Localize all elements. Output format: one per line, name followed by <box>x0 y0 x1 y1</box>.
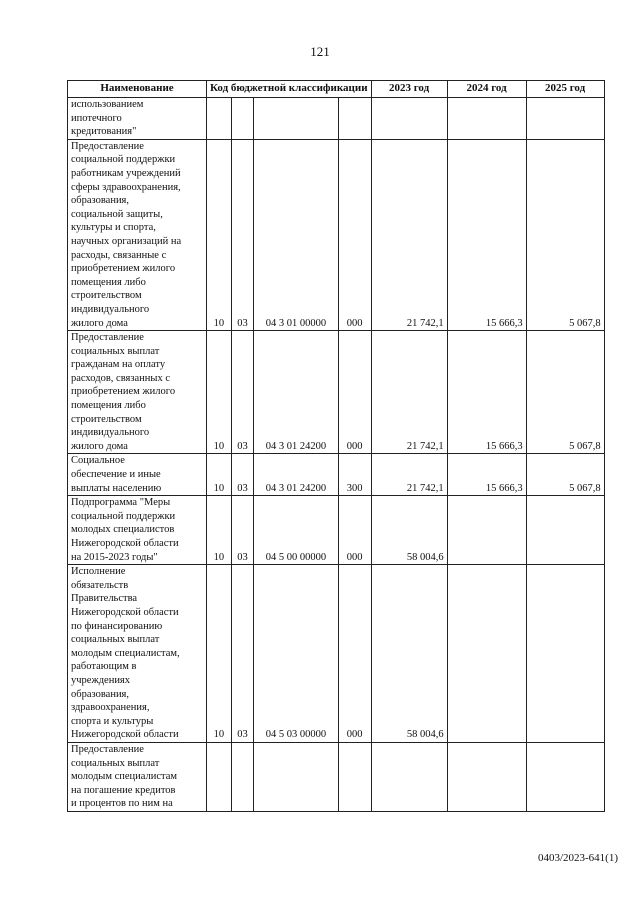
row-section: 10 <box>207 331 232 454</box>
header-2025: 2025 год <box>526 81 604 98</box>
row-subsection <box>231 98 254 140</box>
row-section: 10 <box>207 496 232 565</box>
page-number: 121 <box>310 44 330 59</box>
row-value-2025: 5 067,8 <box>526 331 604 454</box>
row-target-article: 04 3 01 24200 <box>254 454 338 496</box>
row-value-2023 <box>371 742 447 811</box>
row-name: Исполнение обязательств Правительства Нижегородской области по финансированию социальных выплат молодым специалистам, работающим в учреждениях образования, здравоохранения, спорта и культуры Нижегородской области <box>68 565 207 743</box>
row-expense-type: 000 <box>338 139 371 330</box>
row-value-2025: 5 067,8 <box>526 454 604 496</box>
row-target-article: 04 5 03 00000 <box>254 565 338 743</box>
header-name: Наименование <box>68 81 207 98</box>
document-code: 0403/2023-641(1) <box>537 852 618 864</box>
row-value-2023: 21 742,1 <box>371 454 447 496</box>
row-value-2024 <box>447 742 526 811</box>
table-row <box>68 742 605 811</box>
row-value-2025 <box>526 98 604 140</box>
row-section: 10 <box>207 454 232 496</box>
row-value-2024: 15 666,3 <box>447 139 526 330</box>
table-row <box>68 454 605 496</box>
row-subsection: 03 <box>231 565 254 743</box>
row-name: Подпрограмма "Меры социальной поддержки молодых специалистов Нижегородской области на 2015-2023 годы" <box>68 496 207 565</box>
row-expense-type: 000 <box>338 331 371 454</box>
row-name: использованием ипотечного кредитования" <box>68 98 207 140</box>
row-value-2025 <box>526 565 604 743</box>
row-value-2024 <box>447 565 526 743</box>
header-2024: 2024 год <box>447 81 526 98</box>
row-subsection: 03 <box>231 496 254 565</box>
row-target-article <box>254 98 338 140</box>
header-2023: 2023 год <box>371 81 447 98</box>
row-subsection: 03 <box>231 454 254 496</box>
row-expense-type: 000 <box>338 565 371 743</box>
row-value-2024 <box>447 98 526 140</box>
row-value-2025: 5 067,8 <box>526 139 604 330</box>
table-row <box>68 139 605 330</box>
row-name: Предоставление социальных выплат молодым специалистам на погашение кредитов и процентов по ним на <box>68 742 207 811</box>
row-subsection: 03 <box>231 139 254 330</box>
row-value-2023: 58 004,6 <box>371 565 447 743</box>
row-value-2023: 21 742,1 <box>371 331 447 454</box>
table-row <box>68 496 605 565</box>
row-expense-type: 000 <box>338 496 371 565</box>
row-value-2025 <box>526 496 604 565</box>
row-target-article: 04 3 01 24200 <box>254 331 338 454</box>
row-value-2023: 21 742,1 <box>371 139 447 330</box>
header-budget-code: Код бюджетной классификации <box>207 81 372 98</box>
row-value-2024: 15 666,3 <box>447 331 526 454</box>
row-target-article <box>254 742 338 811</box>
row-value-2023: 58 004,6 <box>371 496 447 565</box>
row-value-2025 <box>526 742 604 811</box>
row-target-article: 04 3 01 00000 <box>254 139 338 330</box>
table-row <box>68 565 605 743</box>
row-subsection <box>231 742 254 811</box>
budget-table <box>67 80 605 812</box>
table-header-row <box>68 81 605 98</box>
row-target-article: 04 5 00 00000 <box>254 496 338 565</box>
row-section: 10 <box>207 139 232 330</box>
table-row <box>68 98 605 140</box>
row-section <box>207 98 232 140</box>
row-name: Социальное обеспечение и иные выплаты населению <box>68 454 207 496</box>
table-row <box>68 331 605 454</box>
row-subsection: 03 <box>231 331 254 454</box>
row-expense-type <box>338 742 371 811</box>
row-value-2023 <box>371 98 447 140</box>
row-name: Предоставление социальных выплат гражданам на оплату расходов, связанных с приобретением жилого помещения либо строительством индивидуального жилого дома <box>68 331 207 454</box>
row-expense-type: 300 <box>338 454 371 496</box>
row-value-2024: 15 666,3 <box>447 454 526 496</box>
row-name: Предоставление социальной поддержки работникам учреждений сферы здравоохранения, образования, социальной защиты, культуры и спорта, научных организаций на расходы, связанные с приобретением жилого помещения либо строительством индивидуального жилого дома <box>68 139 207 330</box>
row-expense-type <box>338 98 371 140</box>
row-value-2024 <box>447 496 526 565</box>
row-section: 10 <box>207 565 232 743</box>
row-section <box>207 742 232 811</box>
